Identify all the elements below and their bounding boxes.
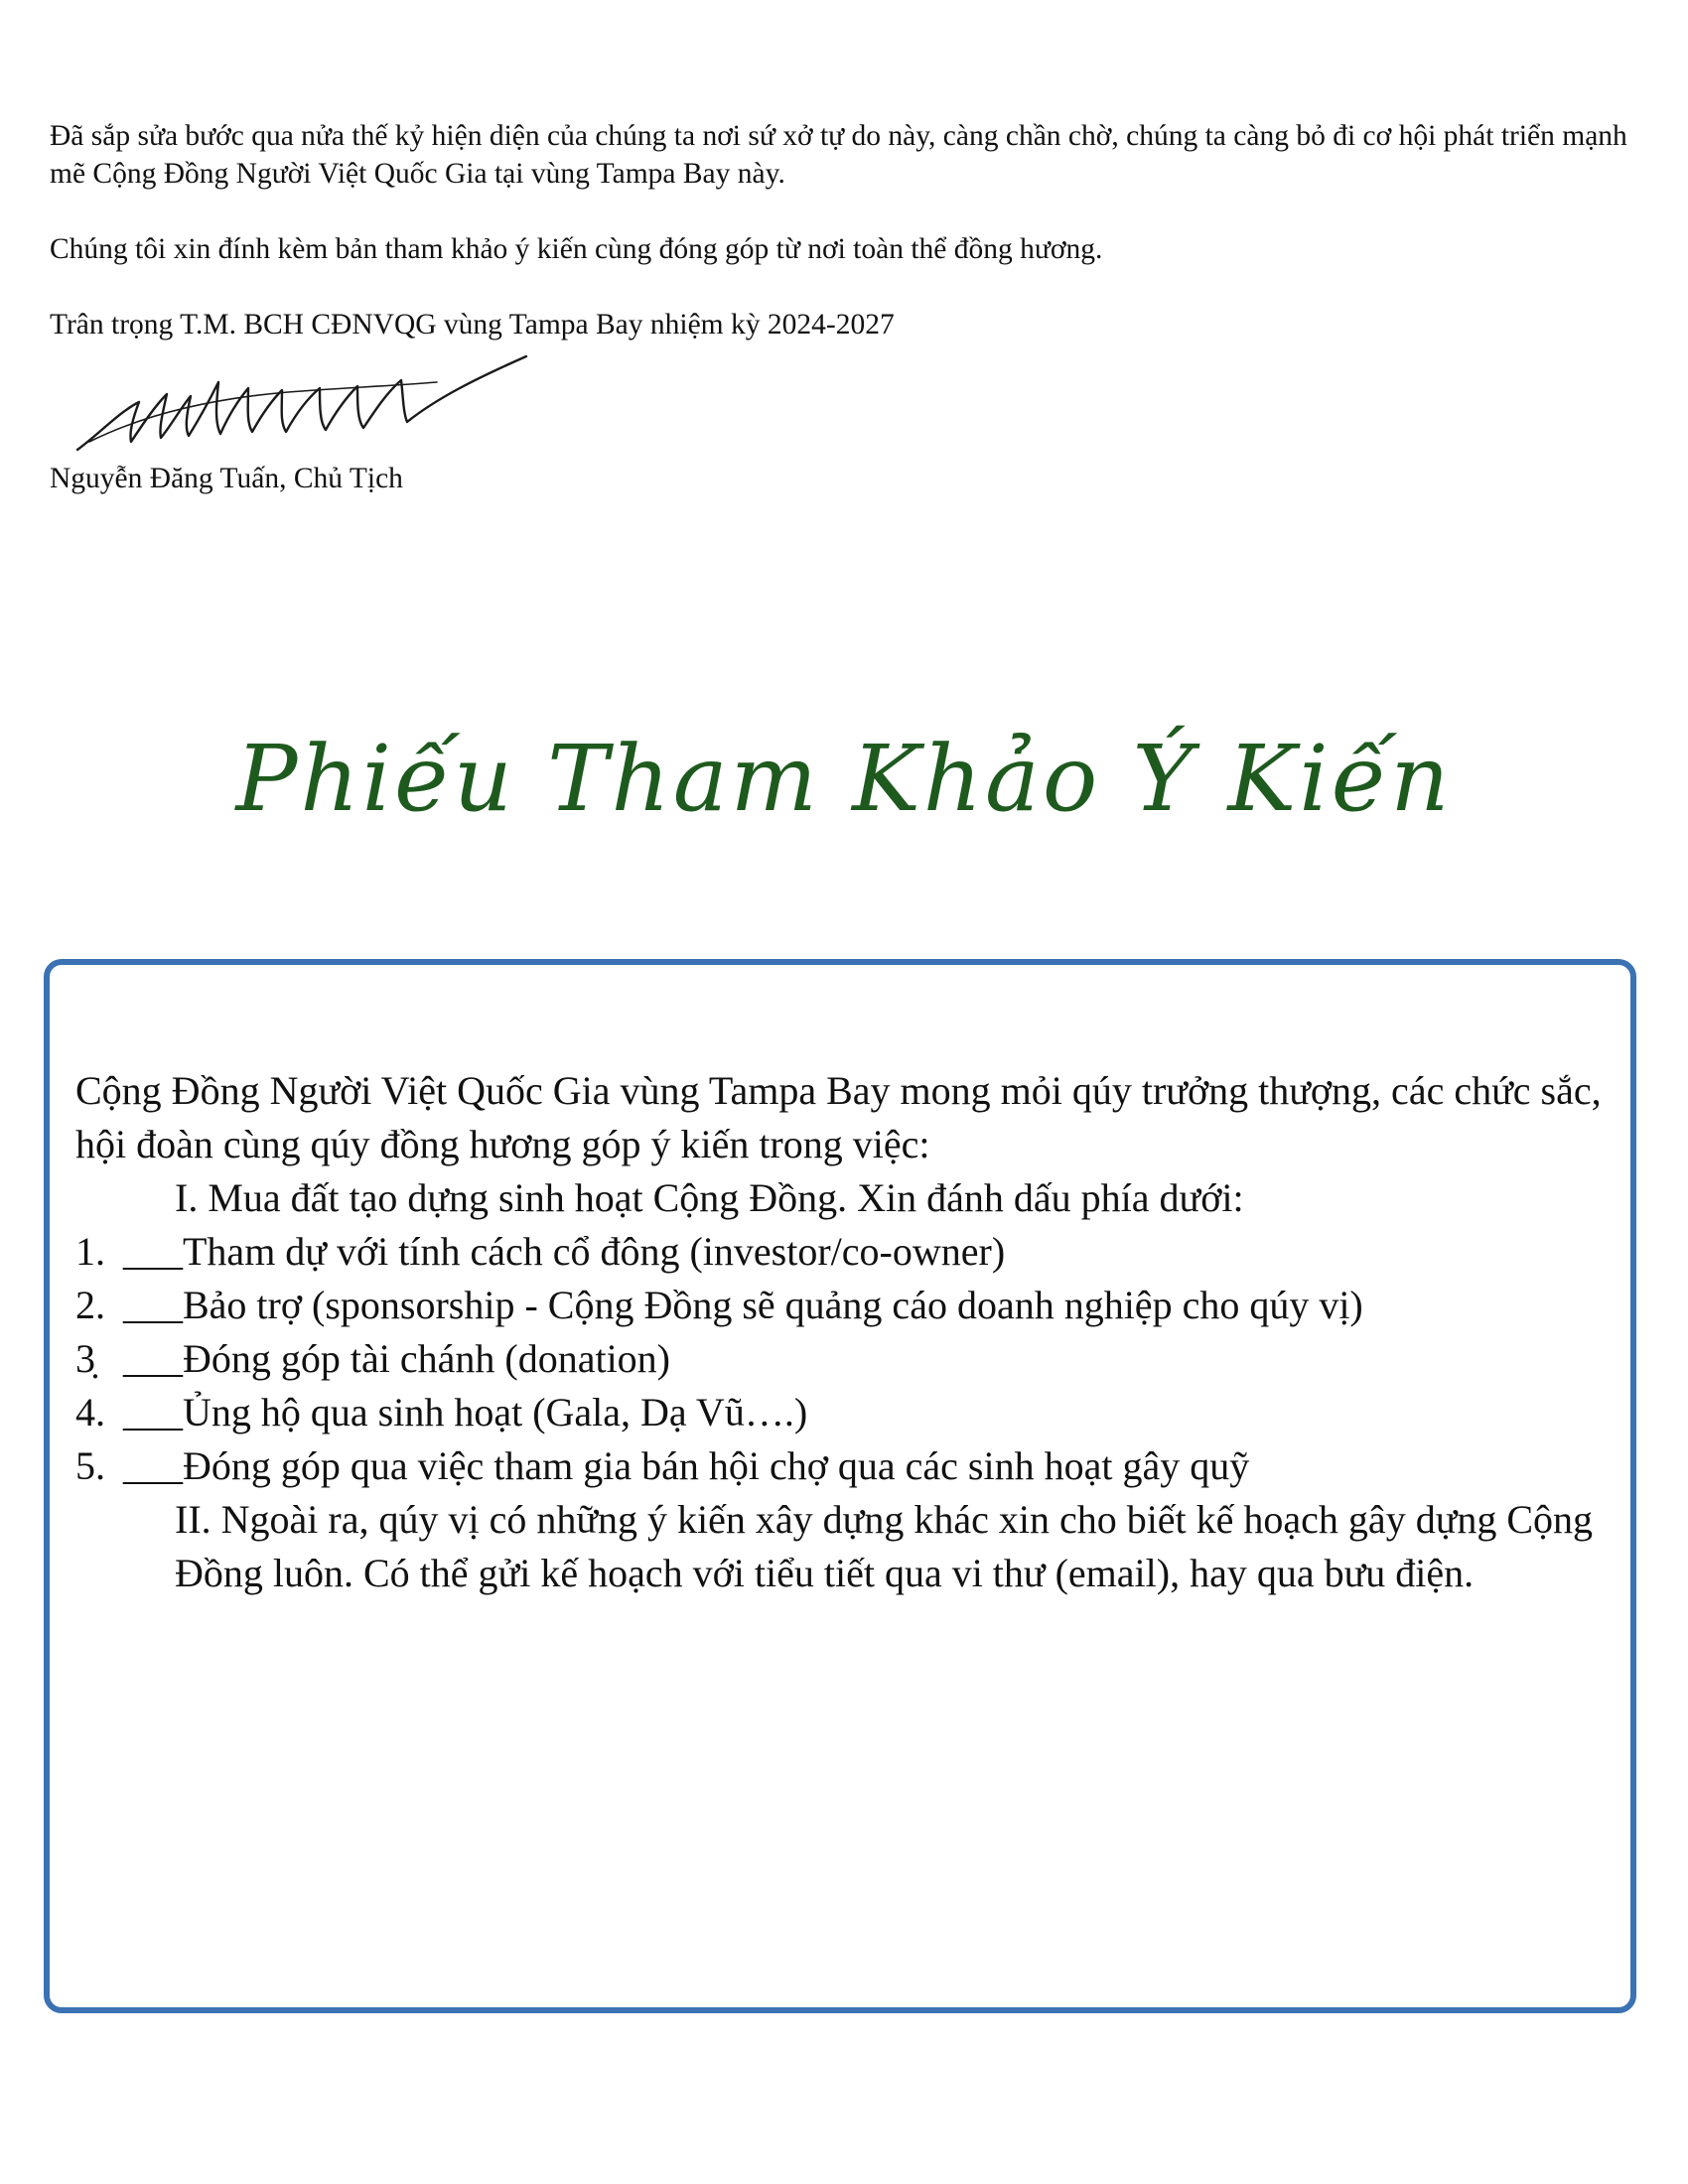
letter-paragraph-1: Đã sắp sửa bước qua nửa thế kỷ hiện diện của chúng ta nơi sứ xở tự do này, càng chần chờ, chúng ta càng bỏ đi cơ hội phát triển mạnh mẽ Cộng Đồng Người Việt Quốc Gia tại vùng Tampa Bay này. [50, 120, 1627, 190]
option-item [75, 1439, 1624, 1493]
option-label: Đóng góp tài chánh (donation) [183, 1336, 670, 1381]
section-1-heading: I. Mua đất tạo dựng sinh hoạt Cộng Đồng. Xin đánh dấu phía dưới: [175, 1175, 1244, 1220]
option-item [75, 1386, 1624, 1439]
option-number: 1. [75, 1229, 105, 1274]
signer-name: Nguyễn Đăng Tuấn, Chủ Tịch [50, 463, 403, 494]
option-item [75, 1332, 1624, 1386]
checkmark-blank[interactable]: ___ [123, 1390, 183, 1434]
checkmark-blank[interactable]: ___ [123, 1283, 183, 1327]
survey-intro: Cộng Đồng Người Việt Quốc Gia vùng Tampa Bay mong mỏi qúy trưởng thượng, các chức sắc, hội đoàn cùng qúy đồng hương góp ý kiến trong việc: [75, 1068, 1602, 1166]
checkmark-blank[interactable]: ___ [123, 1336, 183, 1381]
option-number: 4. [75, 1390, 105, 1434]
cover-letter [50, 117, 1638, 343]
form-title: Phiếu Tham Khảo Ý Kiến [235, 726, 1453, 832]
letter-closing: Trân trọng T.M. BCH CĐNVQG vùng Tampa Bay nhiệm kỳ 2024-2027 [50, 309, 895, 341]
section-2-text: II. Ngoài ra, qúy vị có những ý kiến xây dựng khác xin cho biết kế hoạch gây dựng Cộng Đồng luôn. Có thể gửi kế hoạch với tiểu tiết qua vi thư (email), hay qua bưu điện. [175, 1497, 1594, 1595]
option-label: Bảo trợ (sponsorship - Cộng Đồng sẽ quảng cáo doanh nghiệp cho qúy vị) [183, 1283, 1363, 1327]
option-number: 5. [75, 1443, 105, 1488]
option-item [75, 1225, 1624, 1279]
option-item [75, 1279, 1624, 1332]
option-label: Đóng góp qua việc tham gia bán hội chợ qua các sinh hoạt gây quỹ [183, 1443, 1250, 1488]
option-list [75, 1225, 1624, 1493]
checkmark-blank[interactable]: ___ [123, 1229, 183, 1274]
option-label: Ủng hộ qua sinh hoạt (Gala, Dạ Vũ….) [183, 1390, 808, 1434]
signature [60, 342, 536, 462]
option-number: 2. [75, 1283, 105, 1327]
letter-paragraph-2: Chúng tôi xin đính kèm bản tham khảo ý kiến cùng đóng góp từ nơi toàn thể đồng hương. [50, 233, 1103, 265]
option-label: Tham dự với tính cách cổ đông (investor/co-owner) [183, 1229, 1006, 1274]
survey-content [75, 1064, 1624, 1600]
checkmark-blank[interactable]: ___ [123, 1443, 183, 1488]
option-number: 3̣ [75, 1336, 95, 1381]
